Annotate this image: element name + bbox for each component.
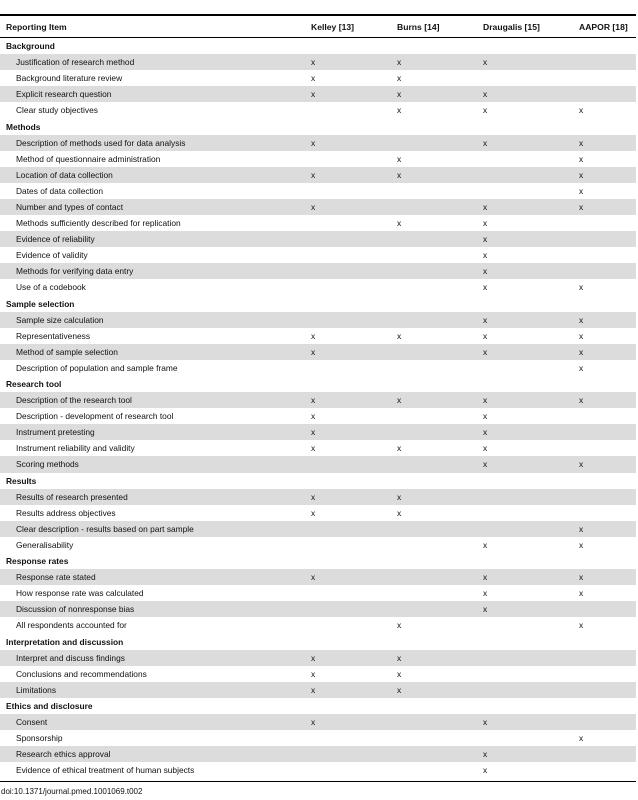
kelley-mark: [311, 617, 397, 633]
table-row: [0, 666, 636, 682]
table-row: [0, 537, 636, 553]
table-row: [0, 86, 636, 102]
kelley-mark: [311, 730, 397, 746]
item-label: How response rate was calculated: [16, 588, 144, 599]
burns-mark: [397, 312, 483, 328]
aapor-mark: x: [579, 362, 584, 373]
item-label: Results of research presented: [0, 489, 311, 505]
item-label: Scoring methods: [0, 456, 311, 472]
draugalis-mark: x: [483, 443, 488, 454]
item-label: Number and types of contact: [0, 199, 311, 215]
burns-mark: [397, 601, 483, 617]
aapor-mark: [579, 263, 636, 279]
burns-mark: x: [397, 153, 402, 164]
bottom-rule: [0, 781, 636, 782]
draugalis-mark: x: [483, 588, 488, 599]
aapor-mark: x: [579, 105, 584, 116]
aapor-mark: x: [579, 569, 636, 585]
kelley-mark: [311, 746, 397, 762]
table-row: [0, 151, 636, 167]
item-label: Location of data collection: [0, 167, 311, 183]
burns-mark: [397, 360, 483, 376]
table-row: [0, 328, 636, 344]
burns-mark: [397, 231, 483, 247]
kelley-mark: [311, 762, 397, 778]
draugalis-mark: [483, 617, 579, 633]
item-label: Description of population and sample frame: [16, 362, 178, 373]
burns-mark: [397, 730, 483, 746]
burns-mark: x: [397, 54, 483, 70]
item-label: Limitations: [0, 682, 311, 698]
table-row: [0, 521, 636, 537]
kelley-mark: x: [311, 569, 397, 585]
header-draugalis: Draugalis [15]: [483, 17, 579, 38]
kelley-mark: x: [311, 507, 316, 518]
table-row: [0, 54, 636, 70]
kelley-mark: [311, 263, 397, 279]
draugalis-mark: x: [483, 54, 579, 70]
burns-mark: x: [397, 218, 402, 229]
kelley-mark: x: [311, 668, 316, 679]
item-label: Evidence of ethical treatment of human subjects: [16, 765, 195, 776]
draugalis-mark: x: [483, 199, 579, 215]
table-row: [0, 392, 636, 408]
burns-mark: x: [397, 489, 483, 505]
draugalis-mark: x: [483, 105, 488, 116]
item-label: All respondents accounted for: [16, 620, 127, 631]
burns-mark: x: [397, 330, 402, 341]
section-title: Methods: [0, 118, 636, 134]
aapor-mark: x: [579, 135, 636, 151]
burns-mark: x: [397, 392, 483, 408]
table-row: [0, 102, 636, 118]
burns-mark: x: [397, 86, 483, 102]
section-title: Research tool: [0, 376, 636, 392]
draugalis-mark: x: [483, 86, 579, 102]
burns-mark: [397, 247, 483, 263]
section-title: Ethics and disclosure: [0, 698, 636, 714]
kelley-mark: x: [311, 714, 397, 730]
draugalis-mark: x: [483, 263, 579, 279]
aapor-mark: x: [579, 153, 584, 164]
item-label: Discussion of nonresponse bias: [0, 601, 311, 617]
item-label: Sponsorship: [16, 733, 63, 744]
aapor-mark: x: [579, 620, 584, 631]
table-body: [0, 38, 636, 779]
table-row: [0, 167, 636, 183]
table-row: [0, 279, 636, 295]
burns-mark: [397, 521, 483, 537]
burns-mark: [397, 344, 483, 360]
aapor-mark: [579, 762, 636, 778]
item-label: Response rate stated: [0, 569, 311, 585]
aapor-mark: x: [579, 167, 636, 183]
item-label: Methods for verifying data entry: [0, 263, 311, 279]
header-reporting-item: Reporting Item: [0, 17, 311, 38]
draugalis-mark: [483, 151, 579, 167]
section-row: [0, 376, 636, 392]
aapor-mark: [579, 247, 636, 263]
aapor-mark: [579, 215, 636, 231]
item-label: Research ethics approval: [0, 746, 311, 762]
aapor-mark: [579, 746, 636, 762]
draugalis-mark: [483, 70, 579, 86]
table-row: [0, 424, 636, 440]
section-row: [0, 296, 636, 312]
kelley-mark: [311, 215, 397, 231]
kelley-mark: x: [311, 650, 397, 666]
burns-mark: x: [397, 105, 402, 116]
burns-mark: [397, 456, 483, 472]
header-burns: Burns [14]: [397, 17, 483, 38]
burns-mark: [397, 183, 483, 199]
kelley-mark: x: [311, 199, 397, 215]
draugalis-mark: x: [483, 231, 579, 247]
burns-mark: x: [397, 682, 483, 698]
item-label: Clear study objectives: [16, 105, 98, 116]
draugalis-mark: [483, 167, 579, 183]
draugalis-mark: x: [483, 714, 579, 730]
aapor-mark: [579, 650, 636, 666]
item-label: Instrument reliability and validity: [16, 443, 135, 454]
section-row: [0, 473, 636, 489]
burns-mark: [397, 746, 483, 762]
item-label: Representativeness: [16, 330, 91, 341]
draugalis-mark: x: [483, 392, 579, 408]
table-row: [0, 263, 636, 279]
kelley-mark: [311, 279, 397, 295]
draugalis-mark: x: [483, 250, 488, 261]
kelley-mark: x: [311, 443, 316, 454]
table-row: [0, 505, 636, 521]
table-row: [0, 231, 636, 247]
kelley-mark: x: [311, 411, 316, 422]
draugalis-mark: [483, 489, 579, 505]
kelley-mark: [311, 601, 397, 617]
kelley-mark: [311, 231, 397, 247]
kelley-mark: x: [311, 135, 397, 151]
burns-mark: [397, 569, 483, 585]
burns-mark: [397, 714, 483, 730]
table-row: [0, 215, 636, 231]
aapor-mark: x: [579, 330, 584, 341]
draugalis-mark: x: [483, 411, 488, 422]
draugalis-mark: x: [483, 282, 488, 293]
item-label: Results address objectives: [16, 507, 116, 518]
item-label: Generalisability: [16, 539, 74, 550]
kelley-mark: [311, 360, 397, 376]
aapor-mark: x: [579, 456, 636, 472]
burns-mark: x: [397, 507, 402, 518]
table-row: [0, 762, 636, 778]
section-row: [0, 553, 636, 569]
burns-mark: x: [397, 443, 402, 454]
aapor-mark: [579, 666, 636, 682]
table-row: [0, 585, 636, 601]
table-row: [0, 650, 636, 666]
draugalis-mark: x: [483, 539, 488, 550]
aapor-mark: [579, 440, 636, 456]
aapor-mark: x: [579, 312, 636, 328]
header-aapor: AAPOR [18]: [579, 17, 636, 38]
aapor-mark: [579, 682, 636, 698]
table-row: [0, 199, 636, 215]
kelley-mark: [311, 102, 397, 118]
item-label: Interpret and discuss findings: [0, 650, 311, 666]
draugalis-mark: x: [483, 456, 579, 472]
kelley-mark: x: [311, 73, 316, 84]
item-label: Consent: [0, 714, 311, 730]
kelley-mark: x: [311, 330, 316, 341]
item-label: Description - development of research tool: [16, 411, 174, 422]
kelley-mark: [311, 247, 397, 263]
aapor-mark: [579, 86, 636, 102]
draugalis-mark: [483, 730, 579, 746]
kelley-mark: x: [311, 54, 397, 70]
draugalis-mark: [483, 183, 579, 199]
aapor-mark: [579, 54, 636, 70]
draugalis-mark: [483, 360, 579, 376]
header-kelley: Kelley [13]: [311, 17, 397, 38]
burns-mark: [397, 135, 483, 151]
aapor-mark: x: [579, 521, 636, 537]
burns-mark: x: [397, 620, 402, 631]
section-title: Sample selection: [0, 296, 636, 312]
kelley-mark: x: [311, 344, 397, 360]
kelley-mark: [311, 183, 397, 199]
draugalis-mark: [483, 682, 579, 698]
top-rule: [0, 14, 636, 16]
section-title: Response rates: [0, 553, 636, 569]
draugalis-mark: x: [483, 746, 579, 762]
item-label: Methods sufficiently described for replication: [16, 218, 181, 229]
section-title: Interpretation and discussion: [0, 633, 636, 649]
item-label: Description of the research tool: [0, 392, 311, 408]
aapor-mark: x: [579, 199, 636, 215]
kelley-mark: [311, 521, 397, 537]
burns-mark: [397, 537, 483, 553]
item-label: Justification of research method: [0, 54, 311, 70]
aapor-mark: [579, 424, 636, 440]
burns-mark: x: [397, 650, 483, 666]
section-row: [0, 698, 636, 714]
section-title: Results: [0, 473, 636, 489]
kelley-mark: x: [311, 167, 397, 183]
burns-mark: [397, 279, 483, 295]
table-row: [0, 183, 636, 199]
item-label: Background literature review: [16, 73, 123, 84]
draugalis-mark: x: [483, 424, 579, 440]
aapor-mark: [579, 489, 636, 505]
table-row: [0, 730, 636, 746]
draugalis-mark: x: [483, 765, 488, 776]
section-row: [0, 118, 636, 134]
draugalis-mark: [483, 666, 579, 682]
table-row: [0, 312, 636, 328]
aapor-mark: [579, 70, 636, 86]
section-row: [0, 633, 636, 649]
section-row: [0, 38, 636, 55]
item-label: Evidence of reliability: [0, 231, 311, 247]
table-row: [0, 601, 636, 617]
table-row: [0, 408, 636, 424]
aapor-mark: x: [579, 185, 584, 196]
burns-mark: x: [397, 668, 402, 679]
draugalis-mark: x: [483, 135, 579, 151]
table-row: [0, 135, 636, 151]
draugalis-mark: x: [483, 330, 488, 341]
table-row: [0, 360, 636, 376]
reporting-items-table: [0, 17, 636, 778]
item-label: Method of questionnaire administration: [16, 153, 161, 164]
doi-caption: doi:10.1371/journal.pmed.1001069.t002: [1, 787, 143, 796]
burns-mark: [397, 585, 483, 601]
draugalis-mark: x: [483, 218, 488, 229]
table-row: [0, 70, 636, 86]
aapor-mark: [579, 408, 636, 424]
item-label: Sample size calculation: [0, 312, 311, 328]
kelley-mark: x: [311, 86, 397, 102]
kelley-mark: [311, 537, 397, 553]
table-row: [0, 456, 636, 472]
header-row: [0, 17, 636, 38]
aapor-mark: x: [579, 539, 584, 550]
table-row: [0, 714, 636, 730]
aapor-mark: x: [579, 733, 584, 744]
burns-mark: [397, 199, 483, 215]
aapor-mark: x: [579, 392, 636, 408]
aapor-mark: [579, 601, 636, 617]
table-row: [0, 617, 636, 633]
burns-mark: [397, 424, 483, 440]
item-label: Instrument pretesting: [0, 424, 311, 440]
kelley-mark: x: [311, 424, 397, 440]
draugalis-mark: x: [483, 601, 579, 617]
table-row: [0, 440, 636, 456]
kelley-mark: [311, 456, 397, 472]
burns-mark: x: [397, 73, 402, 84]
draugalis-mark: [483, 521, 579, 537]
table-row: [0, 746, 636, 762]
item-label: Dates of data collection: [16, 185, 104, 196]
section-title: Background: [0, 38, 636, 55]
draugalis-mark: x: [483, 312, 579, 328]
aapor-mark: [579, 714, 636, 730]
burns-mark: x: [397, 167, 483, 183]
burns-mark: [397, 762, 483, 778]
item-label: Evidence of validity: [16, 250, 88, 261]
table-row: [0, 682, 636, 698]
aapor-mark: [579, 505, 636, 521]
draugalis-mark: [483, 650, 579, 666]
aapor-mark: x: [579, 282, 584, 293]
draugalis-mark: x: [483, 569, 579, 585]
item-label: Conclusions and recommendations: [16, 668, 147, 679]
draugalis-mark: [483, 505, 579, 521]
item-label: Use of a codebook: [16, 282, 86, 293]
kelley-mark: x: [311, 489, 397, 505]
draugalis-mark: x: [483, 344, 579, 360]
item-label: Method of sample selection: [0, 344, 311, 360]
item-label: Clear description - results based on part sample: [0, 521, 311, 537]
aapor-mark: x: [579, 344, 636, 360]
kelley-mark: [311, 585, 397, 601]
aapor-mark: x: [579, 588, 584, 599]
kelley-mark: [311, 151, 397, 167]
table-row: [0, 489, 636, 505]
item-label: Explicit research question: [0, 86, 311, 102]
aapor-mark: [579, 231, 636, 247]
burns-mark: [397, 263, 483, 279]
burns-mark: [397, 408, 483, 424]
kelley-mark: x: [311, 392, 397, 408]
kelley-mark: x: [311, 682, 397, 698]
table-row: [0, 569, 636, 585]
kelley-mark: [311, 312, 397, 328]
table-row: [0, 344, 636, 360]
item-label: Description of methods used for data analysis: [0, 135, 311, 151]
table-row: [0, 247, 636, 263]
